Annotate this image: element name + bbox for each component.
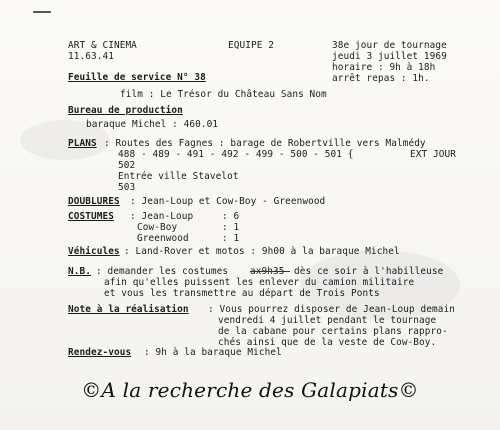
plans-line-4: Entrée ville Stavelot xyxy=(118,171,239,182)
company-name: ART & CINEMA xyxy=(68,40,137,51)
meeting-value: : 9h à la baraque Michel xyxy=(144,347,282,358)
production-value: baraque Michel : 460.01 xyxy=(86,119,219,130)
top-dash-mark xyxy=(33,11,51,13)
vehicles-value: : Land-Rover et motos : 9h00 à la baraque Michel xyxy=(124,246,400,257)
doubles-value: : Jean-Loup et Cow-Boy - Greenwood xyxy=(130,196,326,207)
plans-label: PLANS xyxy=(68,138,97,149)
costume-qty: : 6 xyxy=(222,211,240,222)
nb-line-1c: dès ce soir à l'habilleuse xyxy=(294,266,444,277)
meal-break: arrêt repas : 1h. xyxy=(332,73,430,84)
plans-ext-jour: EXT JOUR xyxy=(410,149,456,160)
production-label: Bureau de production xyxy=(68,105,183,116)
copyright-caption: ©A la recherche des Galapiats© xyxy=(81,378,419,402)
team-label: EQUIPE 2 xyxy=(228,40,274,51)
vehicles-label: Véhicules xyxy=(68,246,120,257)
costume-qty: : 1 xyxy=(222,233,240,244)
working-hours: horaire : 9h à 18h xyxy=(332,62,436,73)
costume-qty: : 1 xyxy=(222,222,240,233)
sheet-title: Feuille de service N° 38 xyxy=(68,72,206,83)
meeting-label: Rendez-vous xyxy=(68,347,132,358)
note-label: Note à la réalisation xyxy=(68,304,189,315)
nb-label: N.B. xyxy=(68,266,91,277)
costume-name: : Jean-Loup xyxy=(130,211,194,222)
plans-line-1: : Routes des Fagnes : barage de Robertville vers Malmédy xyxy=(104,138,426,149)
plans-line-5: 503 xyxy=(118,182,136,193)
shoot-day: 38e jour de tournage xyxy=(332,40,447,51)
shoot-date: jeudi 3 juillet 1969 xyxy=(332,51,447,62)
plans-line-3: 502 xyxy=(118,160,136,171)
note-line-2: vendredi 4 juillet pendant le tournage xyxy=(218,315,437,326)
note-line-3: de la cabane pour certains plans rappro- xyxy=(218,326,448,337)
film-line: film : Le Trésor du Château Sans Nom xyxy=(120,89,327,100)
doubles-label: DOUBLURES xyxy=(68,196,120,207)
note-line-1: : Vous pourrez disposer de Jean-Loup demain xyxy=(208,304,456,315)
nb-line-3: et vous les transmettre au départ de Trois Ponts xyxy=(104,288,380,299)
strikethrough-mark xyxy=(250,271,290,272)
costume-name: Greenwood xyxy=(137,233,189,244)
plans-line-2: 488 - 489 - 491 - 492 - 499 - 500 - 501 { xyxy=(118,149,354,160)
costume-name: Cow-Boy xyxy=(137,222,178,233)
nb-line-2: afin qu'elles puissent les enlever du camion militaire xyxy=(104,277,415,288)
note-line-4: chés ainsi que de la veste de Cow-Boy. xyxy=(218,337,437,348)
costumes-label: COSTUMES xyxy=(68,211,114,222)
nb-line-1a: : demander les costumes xyxy=(96,266,229,277)
company-code: 11.63.41 xyxy=(68,51,114,62)
